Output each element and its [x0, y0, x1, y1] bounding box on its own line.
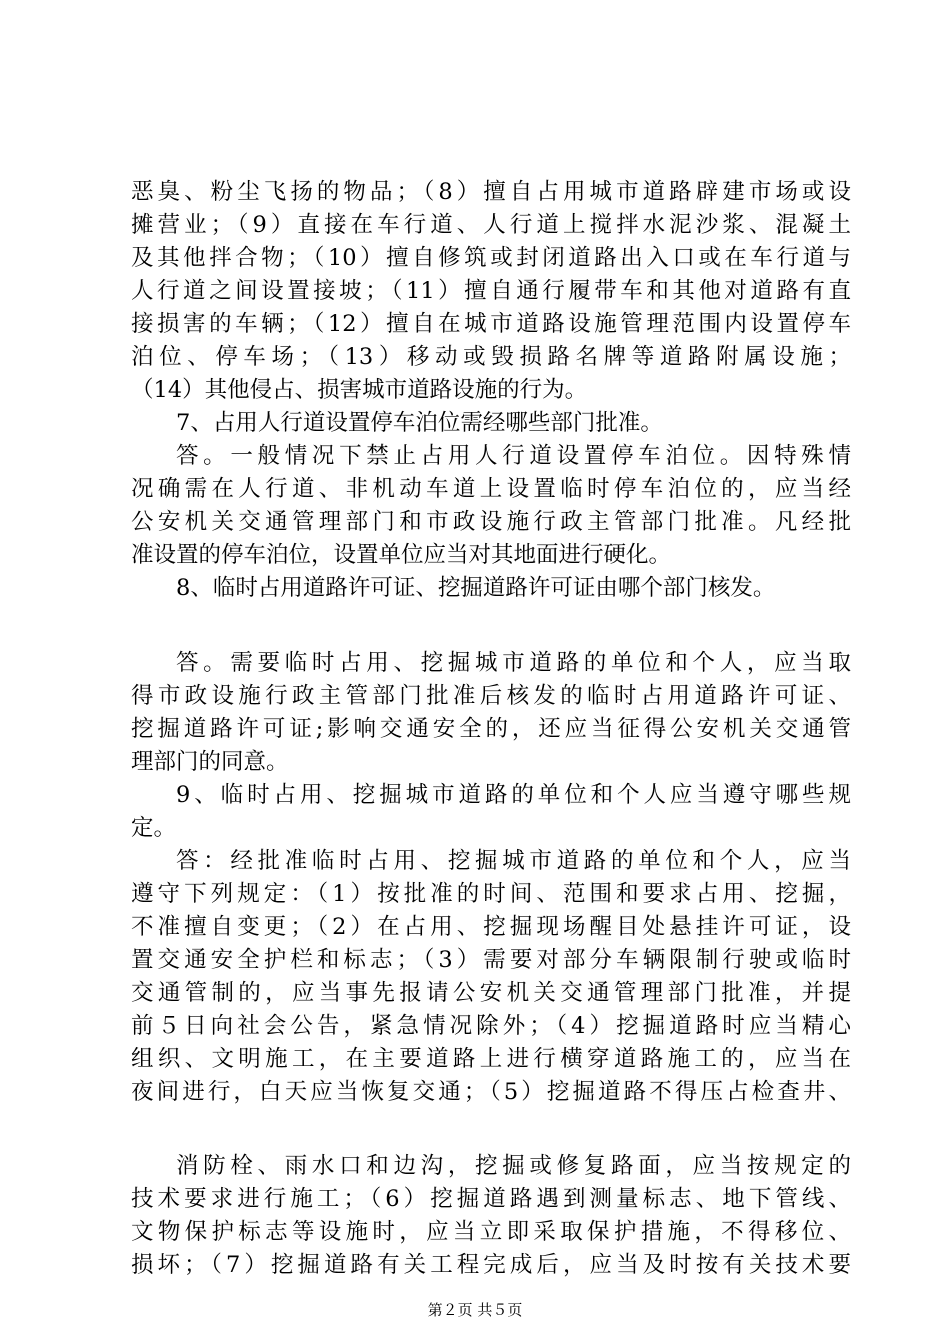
question-heading: 7、占用人行道设置停车泊位需经哪些部门批准。: [176, 410, 663, 436]
paragraph-line: 接损害的车辆；（12）擅自在城市道路设施管理范围内设置停车: [131, 311, 851, 337]
page-number-footer: 第２页 共５页: [427, 1301, 523, 1319]
answer-line: 得市政设施行政主管部门批准后核发的临时占用道路许可证、: [131, 683, 851, 709]
answer-line: 组织、文明施工，在主要道路上进行横穿道路施工的，应当在: [131, 1046, 851, 1072]
paragraph-line: 泊位、停车场；（13）移动或毁损路名牌等道路附属设施；: [131, 344, 851, 370]
answer-line: 答。一般情况下禁止占用人行道设置停车泊位。因特殊情: [176, 443, 851, 469]
paragraph-line: 恶臭、粉尘飞扬的物品；（8）擅自占用城市道路辟建市场或设: [131, 179, 851, 205]
paragraph-line: 摊营业；（9）直接在车行道、人行道上搅拌水泥沙浆、混凝土: [131, 212, 851, 238]
answer-line: 公安机关交通管理部门和市政设施行政主管部门批准。凡经批: [131, 509, 851, 535]
question-heading: 8、临时占用道路许可证、挖掘道路许可证由哪个部门核发。: [176, 575, 776, 601]
answer-line: 遵守下列规定：（1）按批准的时间、范围和要求占用、挖掘，: [131, 881, 851, 907]
answer-line: 准设置的停车泊位，设置单位应当对其地面进行硬化。: [131, 542, 672, 568]
paragraph-line: （14）其他侵占、损害城市道路设施的行为。: [131, 377, 588, 403]
answer-line: 置交通安全护栏和标志；（3）需要对部分车辆限制行驶或临时: [131, 947, 851, 973]
question-heading: 9、临时占用、挖掘城市道路的单位和个人应当遵守哪些规: [176, 782, 851, 808]
answer-line: 夜间进行，白天应当恢复交通；（5）挖掘道路不得压占检查井、: [131, 1079, 851, 1105]
answer-line: 前５日向社会公告，紧急情况除外；（4）挖掘道路时应当精心: [131, 1013, 851, 1039]
answer-line: 况确需在人行道、非机动车道上设置临时停车泊位的，应当经: [131, 476, 851, 502]
answer-line: 不准擅自变更；（2）在占用、挖掘现场醒目处悬挂许可证，设: [131, 914, 851, 940]
answer-line: 理部门的同意。: [131, 749, 289, 775]
answer-line: 交通管制的，应当事先报请公安机关交通管理部门批准，并提: [131, 980, 851, 1006]
answer-line: 技术要求进行施工；（6）挖掘道路遇到测量标志、地下管线、: [131, 1186, 851, 1212]
answer-line: 答：经批准临时占用、挖掘城市道路的单位和个人，应当: [176, 848, 851, 874]
paragraph-line: 及其他拌合物；（10）擅自修筑或封闭道路出入口或在车行道与: [131, 245, 851, 271]
answer-line: 挖掘道路许可证;影响交通安全的，还应当征得公安机关交通管: [131, 716, 851, 742]
question-heading: 定。: [131, 815, 177, 841]
answer-line: 答。需要临时占用、挖掘城市道路的单位和个人，应当取: [176, 650, 851, 676]
paragraph-line: 人行道之间设置接坡；（11）擅自通行履带车和其他对道路有直: [131, 278, 851, 304]
answer-line: 消防栓、雨水口和边沟，挖掘或修复路面，应当按规定的: [176, 1153, 851, 1179]
answer-line: 损坏；（7）挖掘道路有关工程完成后，应当及时按有关技术要: [131, 1252, 851, 1278]
answer-line: 文物保护标志等设施时，应当立即采取保护措施，不得移位、: [131, 1219, 851, 1245]
